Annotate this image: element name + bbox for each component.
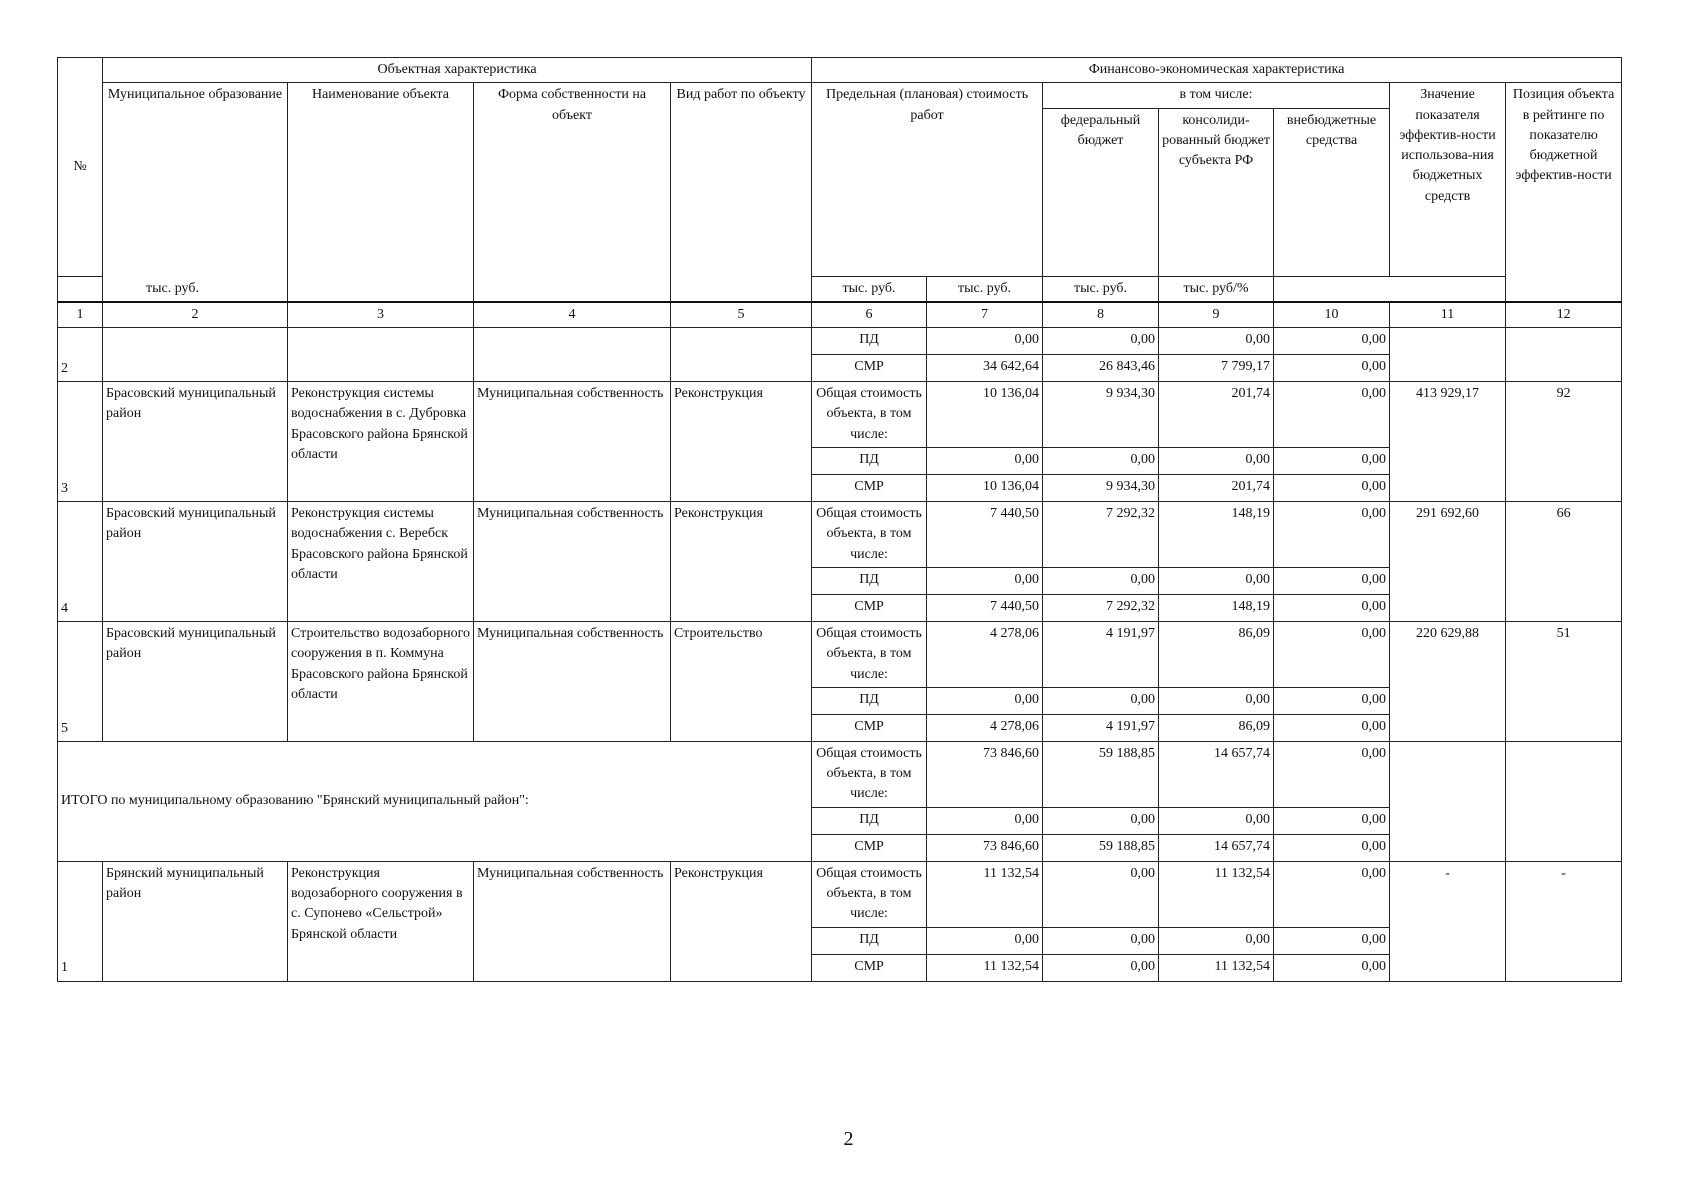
- itogo-total-federal: 59 188,85: [1043, 741, 1159, 807]
- pd-limit-cost: 0,00: [927, 448, 1043, 475]
- smr-consolidated: 11 132,54: [1159, 954, 1274, 981]
- row-work-type: Реконструкция: [671, 861, 812, 981]
- col-number: 1: [58, 302, 103, 328]
- row-object-name: [288, 328, 474, 382]
- smr-label: СМР: [812, 954, 927, 981]
- header-consolidated: консолиди-рованный бюджет субъекта РФ: [1159, 108, 1274, 276]
- row-ownership: [474, 328, 671, 382]
- smr-federal: 4 191,97: [1043, 714, 1159, 741]
- row-position: [1506, 328, 1622, 382]
- pd-limit-cost: 0,00: [927, 567, 1043, 594]
- unit-consolidated: тыс. руб.: [927, 276, 1043, 302]
- itogo-smr-consolidated: 14 657,74: [1159, 834, 1274, 861]
- pd-offbudget: 0,00: [1274, 328, 1390, 355]
- row-ownership: Муниципальная собственность: [474, 382, 671, 502]
- smr-offbudget: 0,00: [1274, 475, 1390, 502]
- smr-limit-cost: 11 132,54: [927, 954, 1043, 981]
- pd-consolidated: 0,00: [1159, 567, 1274, 594]
- pd-consolidated: 0,00: [1159, 927, 1274, 954]
- unit-offbudget: тыс. руб.: [1043, 276, 1159, 302]
- table-row: [58, 621, 1622, 687]
- row-number: 1: [58, 861, 103, 981]
- itogo-pd-federal: 0,00: [1043, 807, 1159, 834]
- total-federal: 4 191,97: [1043, 621, 1159, 687]
- pd-federal: 0,00: [1043, 927, 1159, 954]
- total-limit-cost: 10 136,04: [927, 382, 1043, 448]
- smr-consolidated: 7 799,17: [1159, 355, 1274, 382]
- unit-indicator: тыс. руб/%: [1159, 276, 1274, 302]
- total-consolidated: 86,09: [1159, 621, 1274, 687]
- col-number: 10: [1274, 302, 1390, 328]
- pd-consolidated: 0,00: [1159, 328, 1274, 355]
- itogo-smr-offbudget: 0,00: [1274, 834, 1390, 861]
- col-number: 2: [103, 302, 288, 328]
- col-number: 3: [288, 302, 474, 328]
- total-consolidated: 201,74: [1159, 382, 1274, 448]
- row-municipality: Брасовский муниципальный район: [103, 382, 288, 502]
- smr-label: СМР: [812, 714, 927, 741]
- smr-label: СМР: [812, 355, 927, 382]
- pd-federal: 0,00: [1043, 567, 1159, 594]
- pd-limit-cost: 0,00: [927, 927, 1043, 954]
- smr-federal: 0,00: [1043, 954, 1159, 981]
- total-federal: 7 292,32: [1043, 502, 1159, 568]
- row-position: 66: [1506, 502, 1622, 622]
- header-limit-cost: Предельная (плановая) стоимость работ: [812, 83, 1043, 276]
- total-label: Общая стоимость объекта, в том числе:: [812, 621, 927, 687]
- page-number: 2: [843, 1128, 854, 1150]
- row-indicator: 291 692,60: [1390, 502, 1506, 622]
- total-offbudget: 0,00: [1274, 861, 1390, 927]
- smr-consolidated: 86,09: [1159, 714, 1274, 741]
- pd-federal: 0,00: [1043, 448, 1159, 475]
- smr-consolidated: 148,19: [1159, 594, 1274, 621]
- total-offbudget: 0,00: [1274, 621, 1390, 687]
- smr-limit-cost: 4 278,06: [927, 714, 1043, 741]
- col-number: 9: [1159, 302, 1274, 328]
- unit-federal: тыс. руб.: [812, 276, 927, 302]
- row-number: 4: [58, 502, 103, 622]
- header-object-name: Наименование объекта: [288, 83, 474, 302]
- smr-limit-cost: 10 136,04: [927, 475, 1043, 502]
- smr-offbudget: 0,00: [1274, 594, 1390, 621]
- total-federal: 0,00: [1043, 861, 1159, 927]
- header-indicator: Значение показателя эффектив-ности использова-ния бюджетных средств: [1390, 83, 1506, 276]
- col-number: 7: [927, 302, 1043, 328]
- pd-federal: 0,00: [1043, 328, 1159, 355]
- smr-consolidated: 201,74: [1159, 475, 1274, 502]
- row-ownership: Муниципальная собственность: [474, 621, 671, 741]
- row-object-name: Реконструкция системы водоснабжения с. Веребск Брасовского района Брянской области: [288, 502, 474, 622]
- total-consolidated: 148,19: [1159, 502, 1274, 568]
- header-num: №: [58, 58, 103, 277]
- itogo-smr-federal: 59 188,85: [1043, 834, 1159, 861]
- col-number: 11: [1390, 302, 1506, 328]
- row-indicator: [1390, 328, 1506, 382]
- itogo-pd-limit-cost: 0,00: [927, 807, 1043, 834]
- total-limit-cost: 7 440,50: [927, 502, 1043, 568]
- pd-label: ПД: [812, 567, 927, 594]
- smr-limit-cost: 7 440,50: [927, 594, 1043, 621]
- total-consolidated: 11 132,54: [1159, 861, 1274, 927]
- itogo-label: ИТОГО по муниципальному образованию "Брянский муниципальный район":: [58, 741, 812, 861]
- pd-label: ПД: [812, 448, 927, 475]
- row-number: 5: [58, 621, 103, 741]
- itogo-total-limit-cost: 73 846,60: [927, 741, 1043, 807]
- col-number: 8: [1043, 302, 1159, 328]
- pd-label: ПД: [812, 807, 927, 834]
- smr-label: СМР: [812, 594, 927, 621]
- itogo-total-offbudget: 0,00: [1274, 741, 1390, 807]
- header-group-finance: Финансово-экономическая характеристика: [812, 58, 1622, 83]
- table-row: [58, 861, 1622, 927]
- total-label: Общая стоимость объекта, в том числе:: [812, 502, 927, 568]
- header-including: в том числе:: [1043, 83, 1390, 108]
- total-label: Общая стоимость объекта, в том числе:: [812, 382, 927, 448]
- row-ownership: Муниципальная собственность: [474, 861, 671, 981]
- row-work-type: Реконструкция: [671, 382, 812, 502]
- smr-offbudget: 0,00: [1274, 714, 1390, 741]
- smr-offbudget: 0,00: [1274, 954, 1390, 981]
- row-work-type: [671, 328, 812, 382]
- itogo-total-consolidated: 14 657,74: [1159, 741, 1274, 807]
- row-municipality: Брасовский муниципальный район: [103, 502, 288, 622]
- row-object-name: Реконструкция водозаборного сооружения в с. Супонево «Сельстрой» Брянской области: [288, 861, 474, 981]
- row-position: 51: [1506, 621, 1622, 741]
- pd-label: ПД: [812, 687, 927, 714]
- column-numbers-row: [58, 302, 1622, 328]
- itogo-indicator: [1390, 741, 1506, 861]
- unit-limit-cost: тыс. руб.: [58, 276, 288, 302]
- table-row: [58, 502, 1622, 568]
- smr-federal: 26 843,46: [1043, 355, 1159, 382]
- total-offbudget: 0,00: [1274, 382, 1390, 448]
- row-indicator: 413 929,17: [1390, 382, 1506, 502]
- col-number: 6: [812, 302, 927, 328]
- row-indicator: -: [1390, 861, 1506, 981]
- header-ownership: Форма собственности на объект: [474, 83, 671, 302]
- row-object-name: Строительство водозаборного сооружения в п. Коммуна Брасовского района Брянской области: [288, 621, 474, 741]
- total-limit-cost: 4 278,06: [927, 621, 1043, 687]
- header-group-object: Объектная характеристика: [103, 58, 812, 83]
- row-municipality: Брянский муниципальный район: [103, 861, 288, 981]
- row-ownership: Муниципальная собственность: [474, 502, 671, 622]
- total-federal: 9 934,30: [1043, 382, 1159, 448]
- total-label: Общая стоимость объекта, в том числе:: [812, 861, 927, 927]
- itogo-pd-offbudget: 0,00: [1274, 807, 1390, 834]
- smr-label: СМР: [812, 834, 927, 861]
- row-position: -: [1506, 861, 1622, 981]
- col-number: 12: [1506, 302, 1622, 328]
- table-row: [58, 382, 1622, 448]
- pd-consolidated: 0,00: [1159, 687, 1274, 714]
- pd-offbudget: 0,00: [1274, 567, 1390, 594]
- header-group-row: [58, 58, 1622, 83]
- row-indicator: 220 629,88: [1390, 621, 1506, 741]
- row-number: 3: [58, 382, 103, 502]
- smr-label: СМР: [812, 475, 927, 502]
- row-work-type: Строительство: [671, 621, 812, 741]
- row-municipality: Брасовский муниципальный район: [103, 621, 288, 741]
- row-position: 92: [1506, 382, 1622, 502]
- row-municipality: [103, 328, 288, 382]
- row-work-type: Реконструкция: [671, 502, 812, 622]
- pd-label: ПД: [812, 927, 927, 954]
- pd-offbudget: 0,00: [1274, 687, 1390, 714]
- col-number: 4: [474, 302, 671, 328]
- header-municipality: Муниципальное образование: [103, 83, 288, 302]
- header-position: Позиция объекта в рейтинге по показателю бюджетной эффектив-ности: [1506, 83, 1622, 302]
- pd-limit-cost: 0,00: [927, 687, 1043, 714]
- header-work-type: Вид работ по объекту: [671, 83, 812, 302]
- pd-offbudget: 0,00: [1274, 448, 1390, 475]
- table-row: [58, 328, 1622, 355]
- smr-federal: 7 292,32: [1043, 594, 1159, 621]
- pd-federal: 0,00: [1043, 687, 1159, 714]
- col-number: 5: [671, 302, 812, 328]
- itogo-smr-limit-cost: 73 846,60: [927, 834, 1043, 861]
- pd-offbudget: 0,00: [1274, 927, 1390, 954]
- total-label: Общая стоимость объекта, в том числе:: [812, 741, 927, 807]
- itogo-position: [1506, 741, 1622, 861]
- total-limit-cost: 11 132,54: [927, 861, 1043, 927]
- header-columns-row: [58, 83, 1622, 108]
- pd-consolidated: 0,00: [1159, 448, 1274, 475]
- header-federal: федеральный бюджет: [1043, 108, 1159, 276]
- total-row: [58, 741, 1622, 807]
- row-object-name: Реконструкция системы водоснабжения в с. Дубровка Брасовского района Брянской области: [288, 382, 474, 502]
- itogo-pd-consolidated: 0,00: [1159, 807, 1274, 834]
- pd-limit-cost: 0,00: [927, 328, 1043, 355]
- pd-label: ПД: [812, 328, 927, 355]
- smr-federal: 9 934,30: [1043, 475, 1159, 502]
- smr-offbudget: 0,00: [1274, 355, 1390, 382]
- row-number: 2: [58, 328, 103, 382]
- budget-efficiency-table: [57, 57, 1622, 982]
- header-offbudget: внебюджетные средства: [1274, 108, 1390, 276]
- smr-limit-cost: 34 642,64: [927, 355, 1043, 382]
- total-offbudget: 0,00: [1274, 502, 1390, 568]
